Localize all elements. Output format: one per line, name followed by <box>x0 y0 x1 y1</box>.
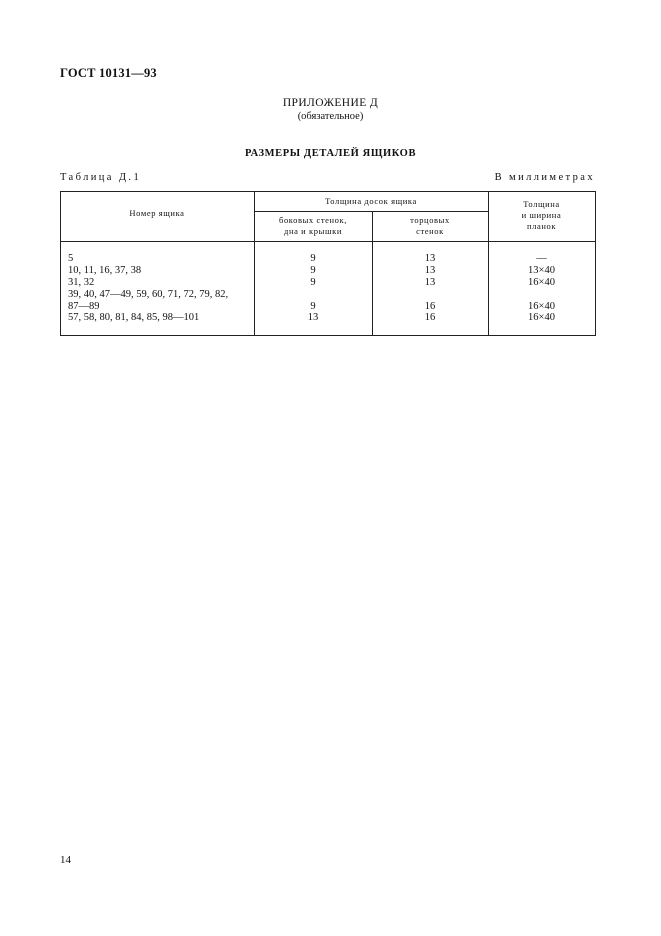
header-bottom-rule <box>60 241 596 242</box>
box-number-column <box>68 253 254 324</box>
header-side-walls-line1: боковых стенок, <box>279 215 347 225</box>
side-walls-cell <box>254 289 372 301</box>
header-end-walls-line2: стенок <box>416 226 444 236</box>
box-number-cell: 31, 32 <box>68 276 95 288</box>
header-end-walls-line1: торцовых <box>410 215 450 225</box>
header-side-walls <box>254 215 372 237</box>
table-bottom-rule <box>60 335 596 336</box>
box-number-cell: 57, 58, 80, 81, 84, 85, 98—101 <box>68 312 200 324</box>
strips-cell: — <box>536 253 547 264</box>
header-strips <box>488 199 595 232</box>
side-walls-cell: 9 <box>310 276 316 288</box>
strips-cell: 16×40 <box>528 312 555 324</box>
side-walls-column <box>254 253 372 324</box>
strips-column <box>488 253 595 324</box>
box-number-cell: 5 <box>68 253 74 264</box>
header-box-number: Номер ящика <box>129 208 185 218</box>
end-walls-cell: 13 <box>424 276 436 288</box>
units-label: В миллиметрах <box>494 172 595 183</box>
box-number-cell: 10, 11, 16, 37, 38 <box>68 264 142 276</box>
header-board-thickness: Толщина досок ящика <box>325 196 417 206</box>
appendix-title: ПРИЛОЖЕНИЕ Д <box>282 97 379 109</box>
header-side-walls-line2: дна и крышки <box>284 226 342 236</box>
strips-cell: 13×40 <box>528 264 555 276</box>
header-strips-line3: планок <box>526 221 557 231</box>
side-walls-cell: 9 <box>310 264 316 276</box>
header-strips-line2: и ширина <box>521 210 562 220</box>
end-walls-column <box>372 253 488 324</box>
section-heading: РАЗМЕРЫ ДЕТАЛЕЙ ЯЩИКОВ <box>244 148 417 159</box>
end-walls-cell <box>372 289 488 301</box>
strips-cell: 16×40 <box>528 300 555 312</box>
subheader-rule <box>254 211 488 212</box>
box-number-cell: 87—89 <box>68 300 100 312</box>
document-code: ГОСТ 10131—93 <box>60 66 157 80</box>
side-walls-cell: 13 <box>307 312 319 324</box>
header-strips-line1: Толщина <box>523 199 560 209</box>
dimensions-table <box>60 191 596 336</box>
box-number-cell: 39, 40, 47—49, 59, 60, 71, 72, 79, 82, <box>68 288 229 300</box>
appendix-status: (обязательное) <box>297 111 364 122</box>
header-end-walls <box>372 215 488 237</box>
strips-cell <box>488 289 595 301</box>
table-top-rule <box>60 191 596 192</box>
strips-cell: 16×40 <box>528 276 555 288</box>
table-right-rule <box>595 191 596 336</box>
table-label: Таблица Д.1 <box>60 172 142 183</box>
end-walls-cell: 16 <box>424 300 436 312</box>
side-walls-cell: 9 <box>310 253 316 264</box>
end-walls-cell: 16 <box>424 312 436 324</box>
side-walls-cell: 9 <box>310 300 316 312</box>
end-walls-cell: 13 <box>424 253 436 264</box>
end-walls-cell: 13 <box>424 264 436 276</box>
page-number: 14 <box>60 854 71 866</box>
